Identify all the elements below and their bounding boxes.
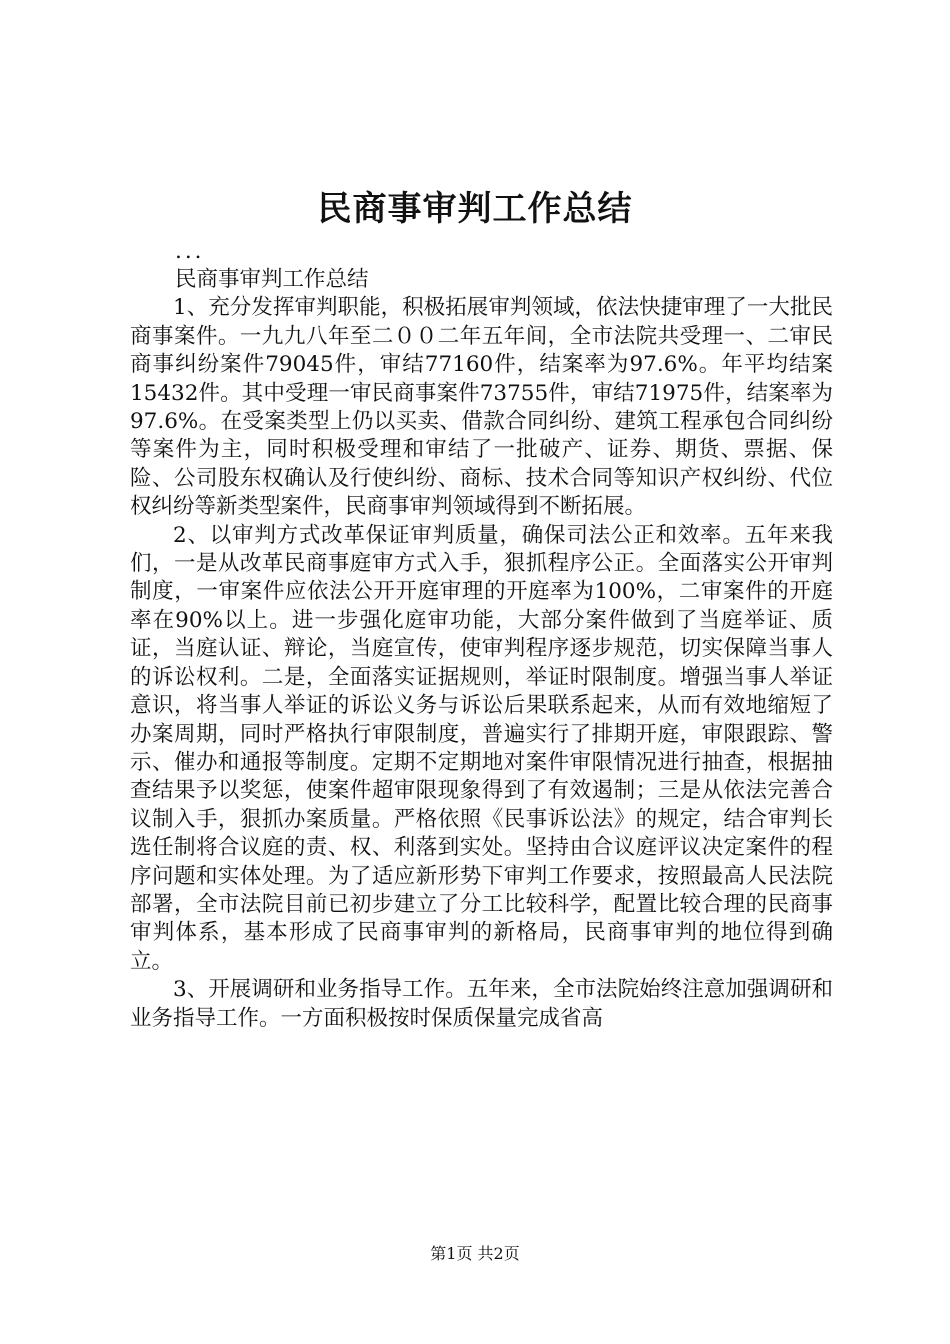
document-body — [130, 239, 833, 1033]
ellipsis-marker: ... — [175, 239, 205, 264]
document-subtitle: 民商事审判工作总结 — [175, 267, 369, 292]
page-indicator: 第1页 共2页 — [430, 1244, 520, 1263]
page-footer — [0, 1244, 950, 1264]
paragraph-2: 2、以审判方式改革保证审判质量，确保司法公正和效率。五年来我们，一是从改革民商事庭审方式入手，狠抓程序公正。全面落实公开审判制度，一审案件应依法公开开庭审理的开庭率为100%，二审案件的开庭率在90%以上。进一步强化庭审功能，大部分案件做到了当庭举证、质证，当庭认证、辩论，当庭宣传，使审判程序逐步规范，切实保障当事人的诉讼权利。二是，全面落实证据规则，举证时限制度。增强当事人举证意识，将当事人举证的诉讼义务与诉讼后果联系起来，从而有效地缩短了办案周期，同时严格执行审限制度，普遍实行了排期开庭，审限跟踪、警示、催办和通报等制度。定期不定期地对案件审限情况进行抽查，根据抽查结果予以奖惩，使案件超审限现象得到了有效遏制；三是从依法完善合议制入手，狠抓办案质量。严格依照《民事诉讼法》的规定，结合审判长选任制将合议庭的责、权、利落到实处。坚持由合议庭评议决定案件的程序问题和实体处理。为了适应新形势下审判工作要求，按照最高人民法院部署，全市法院目前已初步建立了分工比较科学，配置比较合理的民商事审判体系，基本形成了民商事审判的新格局，民商事审判的地位得到确立。 — [130, 522, 833, 974]
document-title: 民商事审判工作总结 — [317, 189, 633, 229]
paragraph-3: 3、开展调研和业务指导工作。五年来，全市法院始终注意加强调研和业务指导工作。一方面积极按时保质保量完成省高 — [130, 977, 833, 1031]
paragraph-1: 1、充分发挥审判职能，积极拓展审判领域，依法快捷审理了一大批民商事案件。一九九八年至二００二年五年间，全市法院共受理一、二审民商事纠纷案件79045件，审结77160件，结案率为97.6%。年平均结案15432件。其中受理一审民商事案件73755件，审结71975件，结案率为97.6%。在受案类型上仍以买卖、借款合同纠纷、建筑工程承包合同纠纷等案件为主，同时积极受理和审结了一批破产、证券、期货、票据、保险、公司股东权确认及行使纠纷、商标、技术合同等知识产权纠纷、代位权纠纷等新类型案件，民商事审判领域得到不断拓展。 — [130, 295, 833, 520]
